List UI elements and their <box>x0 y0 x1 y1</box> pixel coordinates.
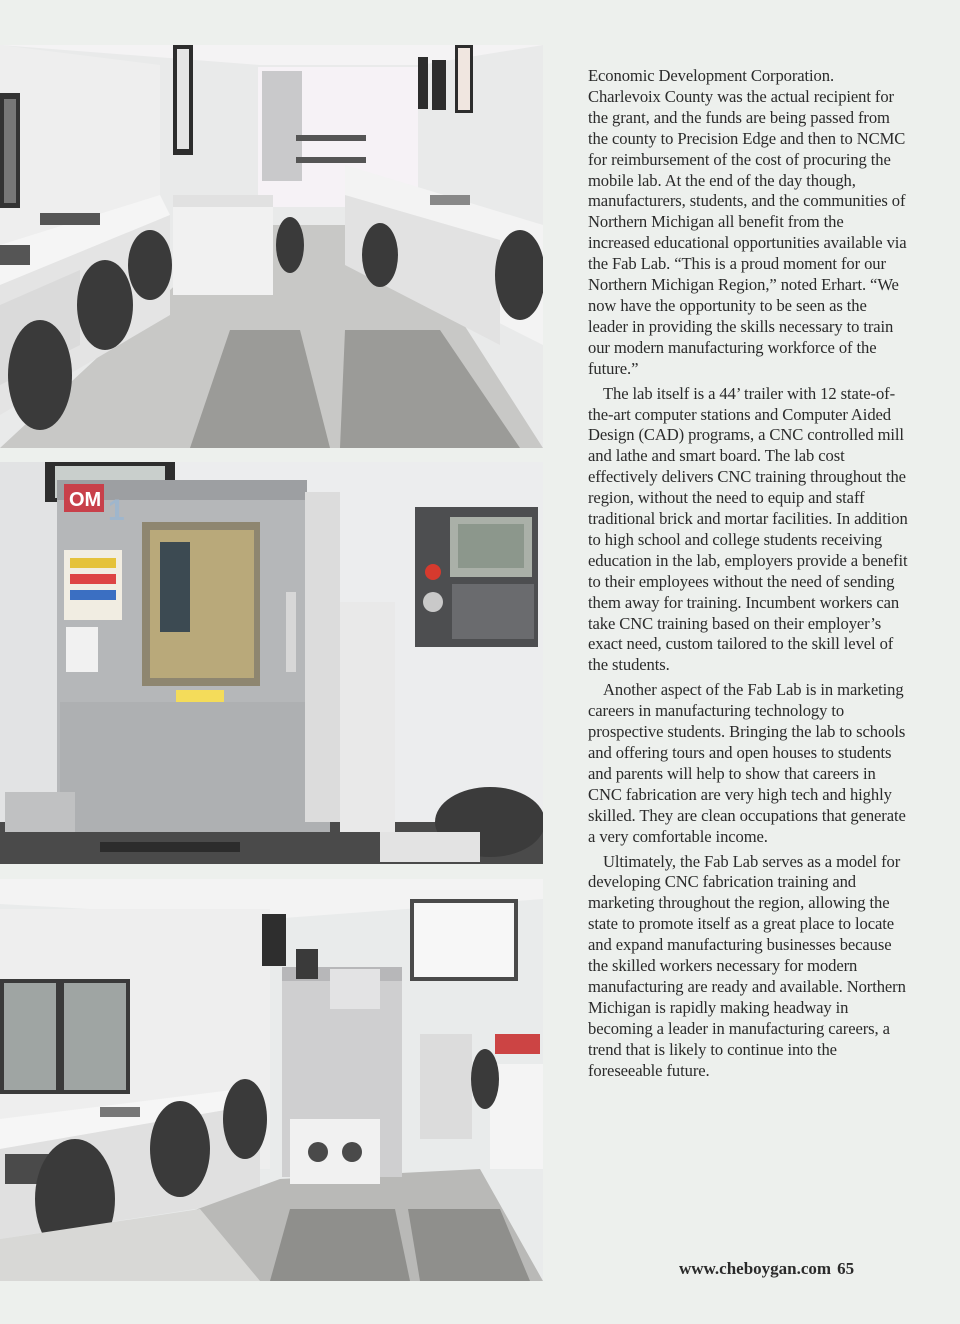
page-footer <box>679 1259 854 1279</box>
photo-lab-interior <box>0 879 543 1281</box>
machine-label: OM <box>69 489 102 511</box>
article-body <box>588 66 908 1086</box>
machine-number: 1 <box>108 494 125 527</box>
photo-cnc-mill <box>0 462 543 864</box>
article-paragraph-2: The lab itself is a 44’ trailer with 12 state-of-the-art computer stations and Computer Aided Design (CAD) programs, a CNC controlled mill and lathe and smart board. The lab cost effectively delivers CNC training throughout the region, without the need to equip and staff traditional brick and mortar facilities. In addition to high school and college students receiving education in the lab, employers provide a benefit to their employees without the need of sending them away for training. Incumbent workers can take CNC training based on their employer’s exact need, custom tailored to the skill level of the students. <box>588 383 908 675</box>
article-paragraph-1: Economic Development Corporation. Charlevoix County was the actual recipient for the grant, and the funds are being passed from the county to Precision Edge and then to NCMC for reimbursement of the cost of procuring the mobile lab. At the end of the day though, manufacturers, students, and the communities of Northern Michigan all benefit from the increased educational opportunities available via the Fab Lab. “This is a proud moment for our Northern Michigan Region,” noted Erhart. “We now have the opportunity to be seen as the leader in providing the skills necessary to train our modern manufacturing workforce of the future.” <box>588 66 907 378</box>
website-link[interactable]: www.cheboygan.com <box>679 1259 832 1278</box>
page-number: 65 <box>837 1259 855 1278</box>
photo-computer-stations <box>0 45 543 448</box>
article-paragraph-4: Ultimately, the Fab Lab serves as a model for developing CNC fabrication training and marketing throughout the region, allowing the state to promote itself as a great place to locate and expand manufacturing businesses because the skilled workers necessary for modern manufacturing are ready and available. Northern Michigan is rapidly making headway in becoming a leader in manufacturing careers, a trend that is likely to continue into the foreseeable future. <box>588 851 906 1080</box>
article-paragraph-3: Another aspect of the Fab Lab is in marketing careers in manufacturing technology to prospective students. Bringing the lab to schools and offering tours and open houses to students and parents will help to show that careers in CNC fabrication are very high tech and highly skilled. They are clean occupations that generate a very comfortable income. <box>588 680 906 846</box>
